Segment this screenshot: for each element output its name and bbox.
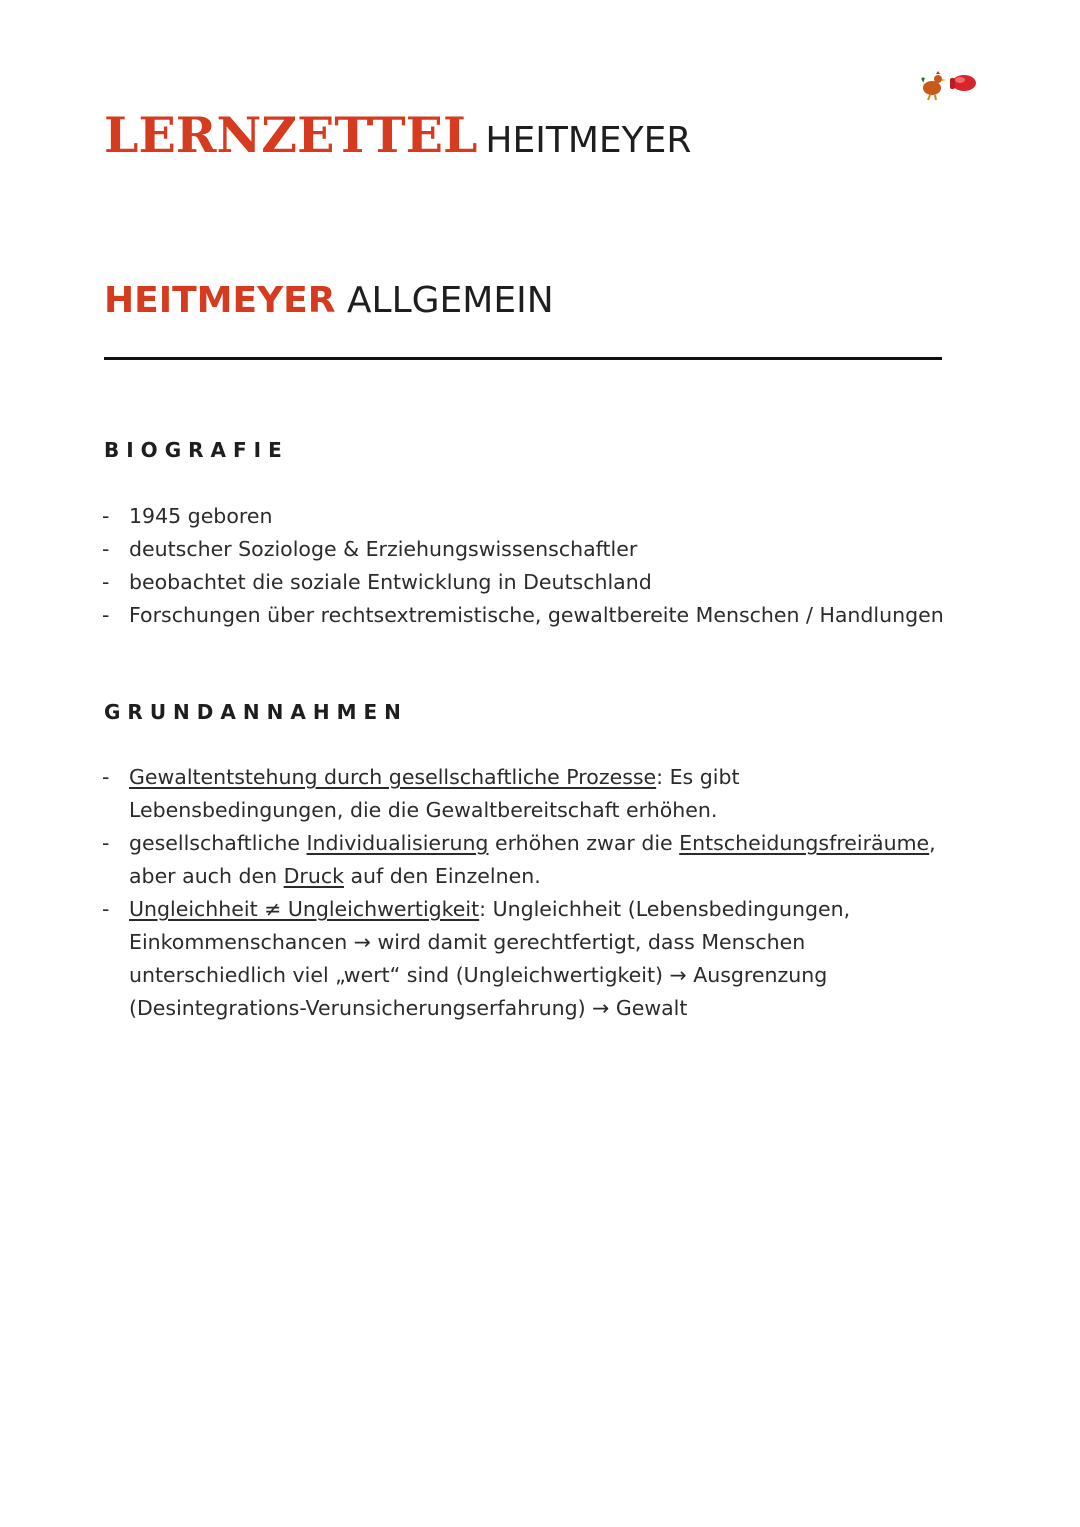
- title-sub: HEITMEYER: [485, 120, 692, 161]
- list-item: - Forschungen über rechtsextremistische, gewaltbereite Menschen / Handlungen: [102, 603, 944, 627]
- underlined-term: Entscheidungsfreiräume: [679, 831, 930, 855]
- list-item: - 1945 geboren: [102, 504, 273, 528]
- underlined-term: Ungleichheit ≠ Ungleichwertigkeit: [129, 897, 480, 921]
- section-heading-rest: ALLGEMEIN: [346, 280, 554, 321]
- list-item: - beobachtet die soziale Entwicklung in Deutschland: [102, 570, 652, 594]
- underlined-term: Druck: [283, 864, 344, 888]
- list-item: - Gewaltentstehung durch gesellschaftliche Prozesse: Es gibt Lebensbedingungen, die die Gewaltbereitschaft erhöhen.: [102, 765, 740, 822]
- grundannahmen-list: [100, 761, 936, 1025]
- list-item: - deutscher Soziologe & Erziehungswissenschaftler: [102, 537, 638, 561]
- biografie-list: [100, 500, 944, 632]
- underlined-term: Individualisierung: [306, 831, 489, 855]
- decoration-icons: [916, 68, 980, 102]
- biografie-heading: BIOGRAFIE: [104, 438, 289, 462]
- boxing-glove-icon: [950, 75, 976, 91]
- grundannahmen-heading: GRUNDANNAHMEN: [104, 700, 408, 724]
- rooster-icon: [916, 68, 980, 102]
- section-heading-accent: HEITMEYER: [104, 280, 336, 321]
- divider: [104, 357, 942, 360]
- list-item: - gesellschaftliche Individualisierung erhöhen zwar die Entscheidungsfreiräume, aber auch den Druck auf den Einzelnen.: [102, 831, 936, 888]
- underlined-term: Gewaltentstehung durch gesellschaftliche Prozesse: [129, 765, 657, 789]
- title-main: LERNZETTEL: [104, 106, 478, 164]
- page-title: [104, 106, 691, 164]
- list-item: - Ungleichheit ≠ Ungleichwertigkeit: Ungleichheit (Lebensbedingungen, Einkommenschancen → wird damit gerechtfertigt, dass Menschen unterschiedlich viel „wert“ sind (Ungleichwertigkeit) → Ausgrenzung (Desintegrations-Verunsicherungserfahrung) → Gewalt: [102, 897, 851, 1020]
- section-heading: [104, 280, 554, 321]
